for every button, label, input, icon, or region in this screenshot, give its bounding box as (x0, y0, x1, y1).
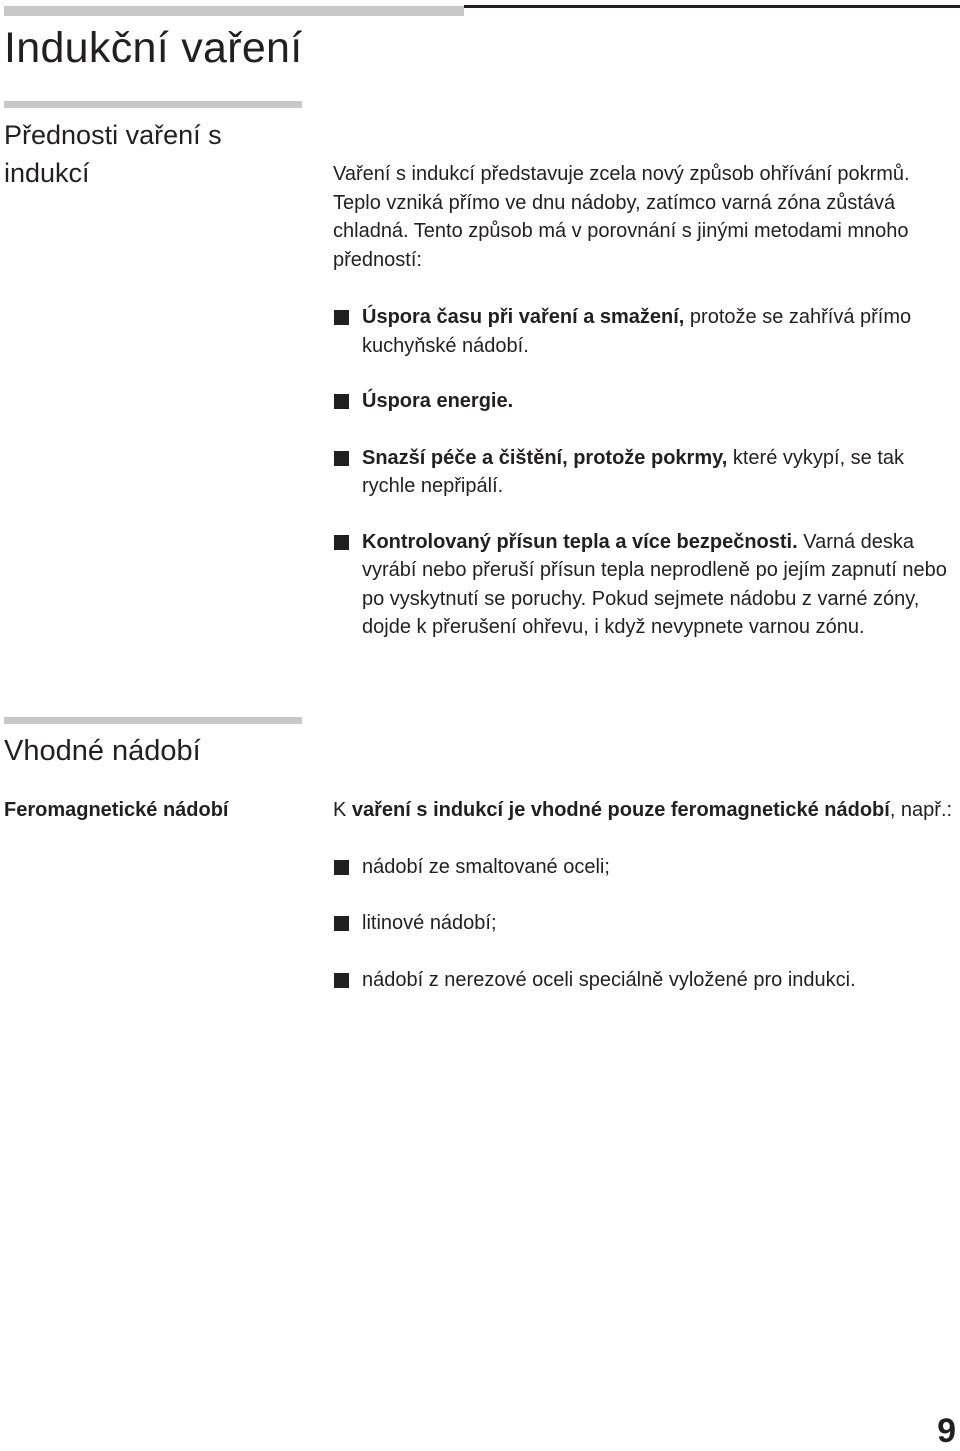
item-text: Varná deska vyrábí nebo přeruší přísun tepla neprodleně po jejím zapnutí nebo po vyskytnutí se poruchy. Pokud sejmete nádobu z varné zóny, dojde k přerušení ohřevu, i když nevypnete varnou zónu. (362, 530, 947, 638)
cookware-list (333, 853, 958, 995)
advantages-list (333, 303, 958, 642)
section-heading-cookware: Vhodné nádobí (4, 735, 201, 767)
page-title: Indukční vaření (4, 24, 303, 72)
item-text: nádobí z nerezové oceli speciálně vyložené pro indukci. (362, 968, 856, 991)
list-item (333, 528, 958, 642)
section-rule-cookware (4, 717, 302, 724)
advantages-intro: Vaření s indukcí představuje zcela nový způsob ohřívání pokrmů. Teplo vzniká přímo ve dnu nádoby, zatímco varná zóna zůstává chladná. Tento způsob má v porovnání s jinými metodami mnoho předností: (333, 163, 910, 271)
item-text: protože se zahřívá přímo kuchyňské nádobí. (362, 306, 912, 357)
list-item (333, 303, 958, 360)
intro-text: , např.: (889, 799, 953, 821)
item-bold-text: Snazší péče a čištění, protože pokrmy, (362, 446, 728, 469)
cookware-content (333, 796, 958, 994)
list-item (333, 853, 958, 882)
item-text: které vykypí, se tak rychle nepřipálí. (362, 446, 905, 497)
header-rule-black (464, 5, 960, 8)
cookware-intro (333, 796, 958, 825)
list-item (333, 909, 958, 938)
section-rule-advantages (4, 101, 302, 108)
intro-bold-text: vaření s indukcí je vhodné pouze feromagnetické nádobí (351, 799, 890, 821)
square-bullet-icon (334, 451, 349, 466)
square-bullet-icon (334, 535, 349, 550)
header-rule-gray (4, 6, 464, 16)
item-text: nádobí ze smaltované oceli; (362, 855, 610, 878)
square-bullet-icon (334, 973, 349, 988)
list-item (333, 444, 958, 501)
item-bold-text: Úspora energie. (362, 390, 514, 412)
square-bullet-icon (334, 860, 349, 875)
subheading-ferromagnetic: Feromagnetické nádobí (4, 799, 229, 821)
list-item (333, 387, 958, 416)
section-heading-advantages: Přednosti vaření s indukcí (4, 120, 222, 188)
square-bullet-icon (334, 394, 349, 409)
square-bullet-icon (334, 310, 349, 325)
item-bold-text: Kontrolovaný přísun tepla a více bezpečnosti. (362, 530, 798, 553)
intro-text: K (333, 799, 352, 821)
square-bullet-icon (334, 916, 349, 931)
list-item (333, 966, 958, 995)
item-bold-text: Úspora času při vaření a smažení, (362, 306, 685, 328)
advantages-content (333, 160, 958, 642)
page-number: 9 (937, 1412, 956, 1450)
item-text: litinové nádobí; (362, 912, 497, 934)
